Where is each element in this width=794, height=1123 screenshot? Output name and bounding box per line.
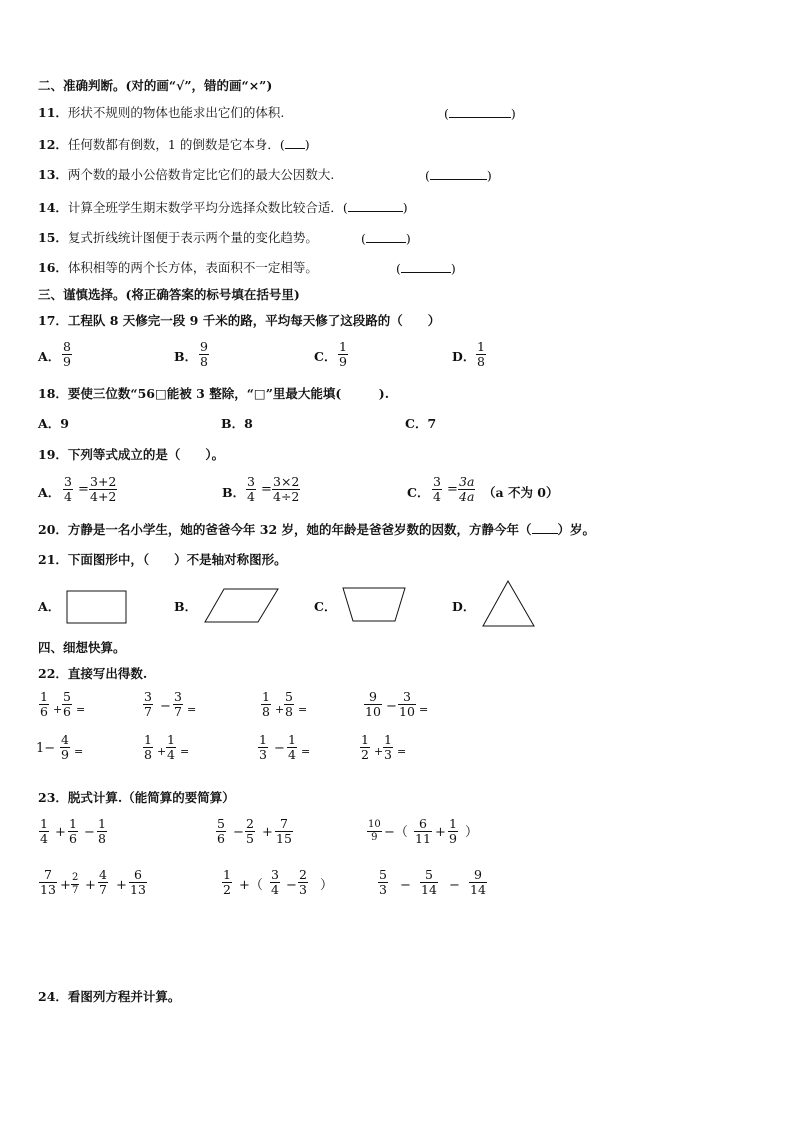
equals-sign: = [447,482,458,497]
numerator: 3×2 [273,474,300,489]
q19-c-right-fraction [458,475,475,504]
fraction: $\frac{5}{3}$ [379,867,387,897]
bracket-close: ) [450,261,456,276]
numerator: 3+2 [90,474,117,489]
question-17-stem: 17．工程队 8 天修完一段 9 千米的路，平均每天修了这段路的（ ） [38,313,441,328]
q19-c-left-fraction [432,475,442,504]
blank-line[interactable] [430,167,487,180]
question-12 [38,136,310,153]
q17-option-d-fraction [476,340,486,369]
blank-line[interactable] [401,260,451,273]
answer-blank-20[interactable] [532,521,558,534]
fraction: $\frac{3}{10}$ [399,689,415,719]
q21-option-b-label[interactable]: B． [174,599,198,614]
q21-option-a-label[interactable]: A． [38,599,61,614]
fraction: $\frac{1}{4}$ [167,732,175,762]
section-3-title: 三、谨慎选择。(将正确答案的标号填在括号里) [38,287,300,302]
fraction: $\frac{1}{4}$ [288,732,296,762]
question-number: 16． [38,260,68,275]
q21-option-d-label[interactable]: D． [452,599,476,614]
numerator: 3 [64,474,72,489]
operator: − [84,825,95,840]
q17-option-a-label[interactable]: A． [38,349,61,364]
lead: 1− [36,741,56,756]
question-11 [38,105,284,121]
bracket-close: ) [405,231,411,246]
bracket-open: ( [396,261,401,276]
q17-option-b-fraction [199,340,209,369]
fraction: $\frac{2}{3}$ [299,867,307,897]
question-text: 体积相等的两个长方体，表面积不一定相等。 [67,260,318,275]
question-number: 14． [38,200,68,215]
bracket-close: ) [304,137,310,152]
q19-option-b-label[interactable]: B． [222,485,246,500]
denominator: 4 [64,489,72,504]
equals-sign: = [261,482,272,497]
fraction: $\frac{9}{10}$ [365,689,381,719]
question-20 [38,521,595,538]
operator: + [157,745,167,758]
q17-option-a-fraction [62,340,72,369]
fraction: $\frac{1}{2}$ [361,732,369,762]
question-tail: ）岁。 [557,522,596,537]
fraction: $\frac{4}{9}$ [61,732,69,762]
bracket-open: ( [444,106,449,121]
bracket-close: ) [510,106,516,121]
fraction: $\frac{9}{14}$ [470,867,486,897]
q17-option-c-fraction [338,340,348,369]
operator: + [60,878,71,893]
operator: − [449,878,460,893]
answer-blank-13[interactable] [425,167,492,184]
fraction: $\frac{3}{4}$ [271,867,279,897]
bracket-close: ) [402,200,408,215]
question-text: 复式折线统计图便于表示两个量的变化趋势。 [67,230,318,245]
fraction: $\frac{5}{8}$ [285,689,293,719]
q19-b-left-fraction [246,475,256,504]
question-number: 12． [38,137,68,152]
question-number: 15． [38,230,68,245]
denominator: 4÷2 [273,489,300,504]
question-19-stem: 19．下列等式成立的是（ ）。 [38,447,225,462]
equals-sign: = [74,745,84,758]
question-14 [38,199,408,216]
operator: + [116,878,127,893]
fraction: $\frac{2}{7}$ [72,872,79,896]
equals-sign: = [187,703,197,716]
fraction: $\frac{1}{8}$ [144,732,152,762]
bracket-close: ） [465,825,479,840]
option-label: C． [405,416,428,431]
blank-line[interactable] [366,230,406,243]
fraction: $\frac{2}{5}$ [246,816,254,846]
fraction: $\frac{6}{13}$ [130,867,146,897]
operator: + [275,703,285,716]
parallelogram-shape [204,588,280,624]
operator: + [374,745,384,758]
denominator: 4+2 [90,489,117,504]
fraction: $\frac{1}{4}$ [40,816,48,846]
q17-option-b-label[interactable]: B． [174,349,198,364]
question-21-stem: 21．下面图形中，（ ）不是轴对称图形。 [38,552,287,567]
operator: −（ [384,825,408,840]
bracket-close: ） [320,878,334,893]
numerator: 8 [63,339,71,354]
question-18-stem: 18．要使三位数“56□能被 3 整除，“□”里最大能填( ). [38,386,390,401]
fraction: $\frac{1}{3}$ [259,732,267,762]
question-text: 形状不规则的物体也能求出它们的体积. [67,105,285,120]
question-22-stem: 22．直接写出得数. [38,666,148,681]
operator: − [233,825,244,840]
operator: +（ [239,878,263,893]
blank-line[interactable] [449,105,511,118]
equals-sign: = [301,745,311,758]
bracket-open: ( [425,168,430,183]
denominator: 8 [200,354,208,369]
operator: − [386,699,397,714]
denominator: 9 [63,354,71,369]
answer-blank-12[interactable] [285,136,305,149]
fraction: $\frac{5}{14}$ [421,867,437,897]
denominator: 8 [477,354,485,369]
section-4-title: 四、细想快算。 [38,640,126,655]
question-13 [38,167,334,183]
fraction: $\frac{3}{7}$ [144,689,152,719]
fraction: $\frac{7}{15}$ [276,816,292,846]
fraction: $\frac{1}{6}$ [69,816,77,846]
equals-sign: = [76,703,86,716]
operator: + [262,825,273,840]
denominator: 4 [433,489,441,504]
trapezoid-shape [342,587,408,623]
question-15 [38,230,318,246]
q19-option-c-label[interactable]: C． [407,485,430,500]
numerator: 3 [247,474,255,489]
numerator: 1 [477,339,485,354]
operator: + [85,878,96,893]
option-value: 9 [60,416,69,431]
q19-b-right-fraction [272,475,300,504]
bracket-open: ( [361,231,366,246]
question-text: 计算全班学生期末数学平均分选择众数比较合适．( [67,200,348,215]
fraction: $\frac{1}{6}$ [40,689,48,719]
q21-option-c-label[interactable]: C． [314,599,337,614]
operator: − [400,878,411,893]
operator: − [286,878,297,893]
question-text: 两个数的最小公倍数肯定比它们的最大公因数大. [67,167,335,182]
fraction: $\frac{1}{9}$ [449,816,457,846]
option-label: B． [221,416,245,431]
q19-a-right-fraction [89,475,117,504]
fraction: $\frac{6}{11}$ [415,816,431,846]
option-value: 7 [427,416,437,431]
fraction: $\frac{1}{8}$ [262,689,270,719]
operator: + [435,825,446,840]
q19-option-a-label[interactable]: A． [38,485,61,500]
equals-sign: = [419,703,429,716]
denominator: 9 [339,354,347,369]
option-value: 8 [244,416,253,431]
numerator: 3 [433,474,441,489]
triangle-shape [482,580,536,628]
operator: − [160,699,171,714]
rectangle-shape [66,590,128,626]
numerator: 9 [200,339,208,354]
answer-blank-14[interactable] [348,199,403,212]
fraction: $\frac{3}{7}$ [174,689,182,719]
answer-blank-11[interactable] [444,105,516,122]
question-24-stem: 24．看图列方程并计算。 [38,989,181,1004]
q19-c-note: （a 不为 0） [483,485,559,500]
bracket-close: ) [486,168,492,183]
answer-blank-16[interactable] [396,260,456,277]
q18-option-b[interactable] [221,416,253,432]
fraction: $\frac{5}{6}$ [217,816,225,846]
q17-option-c-label[interactable]: C． [314,349,337,364]
question-23-stem: 23．脱式计算.（能简算的要简算） [38,790,235,805]
fraction: $\frac{5}{6}$ [63,689,71,719]
fraction: $\frac{7}{13}$ [40,867,56,897]
fraction: $\frac{1}{8}$ [98,816,106,846]
section-2-title: 二、准确判断。(对的画“√”，错的画“×”) [38,78,273,93]
denominator: 4a [459,489,475,504]
q17-option-d-label[interactable]: D． [452,349,476,364]
q18-option-a[interactable] [38,416,69,432]
numerator: 1 [339,339,347,354]
q19-a-left-fraction [63,475,73,504]
question-text: 20．方静是一名小学生，她的爸爸今年 32 岁，她的年龄是爸爸岁数的因数，方静今年（ [38,522,532,537]
fraction: $\frac{4}{7}$ [99,867,107,897]
operator: + [55,825,66,840]
question-16 [38,260,318,276]
equals-sign: = [78,482,89,497]
numerator: 3a [459,474,475,489]
option-label: A． [38,416,61,431]
operator: − [274,741,285,756]
equals-sign: = [298,703,308,716]
operator: + [53,703,63,716]
fraction: $\frac{1}{3}$ [384,732,392,762]
fraction: $\frac{1}{2}$ [223,867,231,897]
question-number: 13． [38,167,68,182]
denominator: 4 [247,489,255,504]
q18-option-c[interactable] [405,416,436,432]
question-text: 任何数都有倒数，1 的倒数是它本身．( [67,137,285,152]
equals-sign: = [397,745,407,758]
answer-blank-15[interactable] [361,230,411,247]
equals-sign: = [180,745,190,758]
question-number: 11． [38,105,68,120]
fraction: $\frac{10}{9}$ [368,819,381,843]
